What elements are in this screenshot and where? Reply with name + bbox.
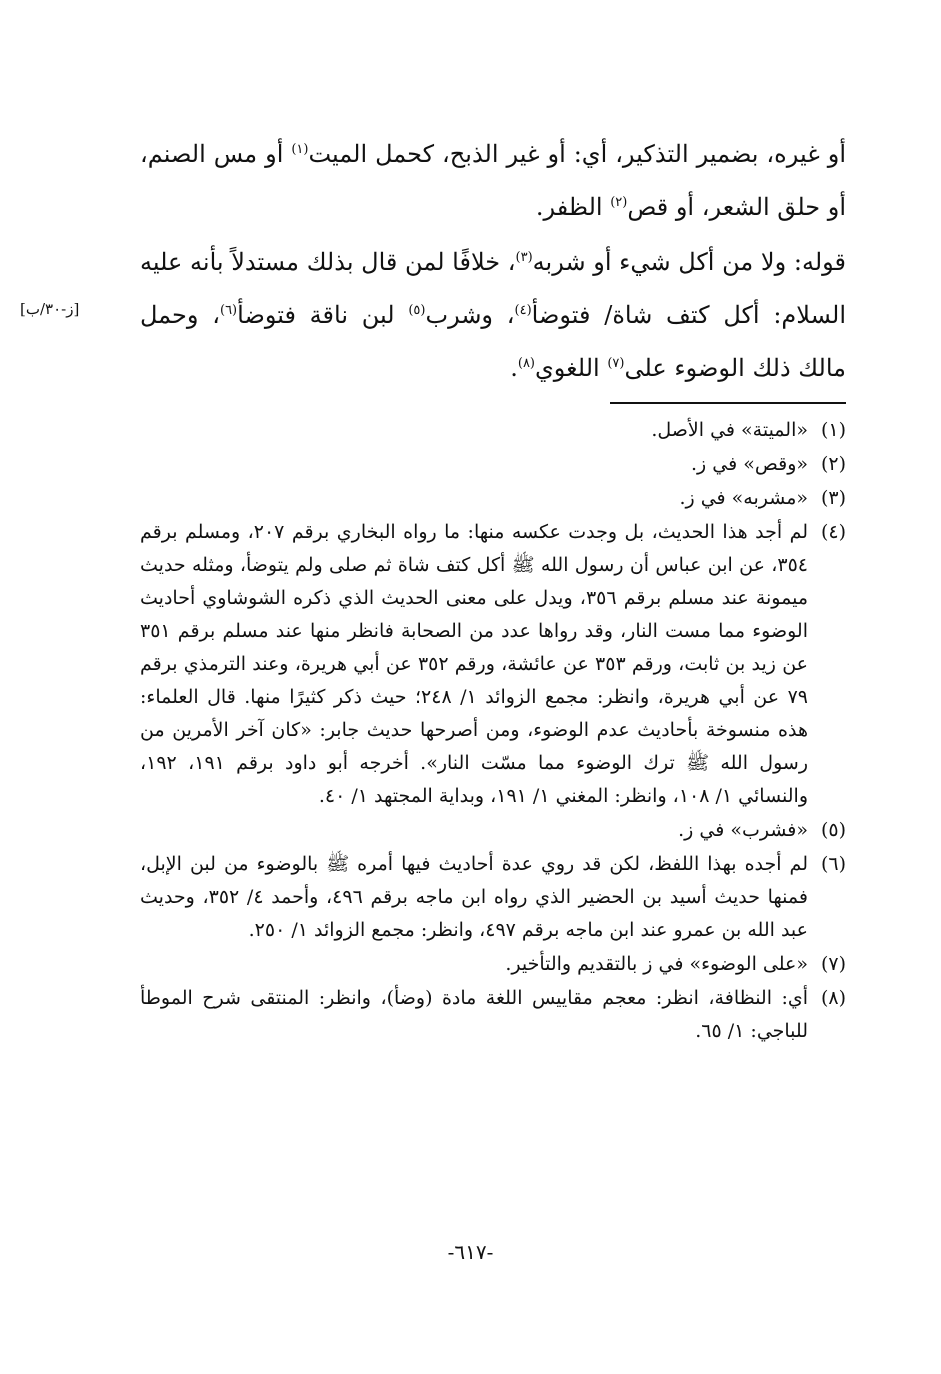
footnote — [140, 982, 846, 1048]
footnote — [140, 948, 846, 981]
text-run: أو مس الصنم، أو حلق الشعر، أو قص — [140, 140, 846, 221]
footnote — [140, 482, 846, 515]
footnote — [140, 414, 846, 447]
footnote-number: (٦) — [820, 853, 846, 875]
footnote-text: «وقص» في ز. — [691, 453, 808, 475]
footnote-number: (٣) — [820, 487, 846, 509]
footnote — [140, 516, 846, 813]
footnote-ref-4: (٤) — [514, 303, 532, 318]
text-run: ، خلافًا لمن قال بذلك مستدلاً بأنه عليه السلام: أكل كتف شاة/ فتوضأ — [140, 248, 846, 329]
footnote-number: (٥) — [820, 819, 846, 841]
footnote-text: «على الوضوء» في ز بالتقديم والتأخير. — [505, 953, 808, 975]
footnote — [140, 814, 846, 847]
text-run: اللغوي — [535, 354, 608, 382]
footnote-ref-5: (٥) — [408, 303, 426, 318]
footnote-text: «مشربه» في ز. — [679, 487, 808, 509]
paragraph-1 — [140, 128, 846, 234]
text-run: لبن ناقة فتوضأ — [237, 301, 409, 329]
footnote-text: «الميتة» في الأصل. — [651, 419, 808, 441]
footnote-ref-7: (٧) — [607, 356, 625, 371]
footnote-ref-2: (٢) — [610, 195, 628, 210]
footnote-text: لم أجده بهذا اللفظ، لكن قد روي عدة أحاديث فيها أمره ﷺ بالوضوء من لبن الإبل، فمنها حديث أسيد بن الحضير الذي رواه ابن ماجه برقم ٤٩٦، وأحمد ٤/ ٣٥٢، وحديث عبد الله بن عمرو عند ابن ماجه برقم ٤٩٧، وانظر: مجمع الزوائد ١/ ٢٥٠. — [140, 853, 808, 941]
footnote-text: لم أجد هذا الحديث، بل وجدت عكسه منها: ما رواه البخاري برقم ٢٠٧، ومسلم برقم ٣٥٤، عن ابن عباس أن رسول الله ﷺ أكل كتف شاة ثم صلى ولم يتوضأ، ومثله حديث ميمونة عند مسلم برقم ٣٥٦، ويدل على معنى الحديث الذي ذكره الشوشاوي أحاديث الوضوء مما مست النار، وقد رواها عدد من الصحابة فانظر منها عند مسلم برقم ٣٥١ عن زيد بن ثابت، ورقم ٣٥٣ عن عائشة، ورقم ٣٥٢ عن أبي هريرة، وعند الترمذي برقم ٧٩ عن أبي هريرة، وانظر: مجمع الزوائد ١/ ٢٤٨؛ حيث ذكر كثيرًا منها. قال العلماء: هذه منسوخة بأحاديث عدم الوضوء، ومن أصرحها حديث جابر: «كان آخر الأمرين من رسول الله ﷺ ترك الوضوء مما مسّت النار». أخرجه أبو داود برقم ١٩١، ١٩٢، والنسائي ١/ ١٠٨، وانظر: المغني ١/ ١٩١، وبداية المجتهد ١/ ٤٠. — [140, 521, 809, 807]
paragraph-2 — [140, 236, 846, 395]
footnote-ref-3: (٣) — [515, 250, 533, 265]
page-number: -٦١٧- — [447, 1240, 494, 1264]
footnote-number: (٤) — [820, 521, 846, 543]
text-run: . — [510, 354, 518, 382]
manuscript-folio-marker: [ز-٣٠/ب] — [20, 300, 80, 318]
footnote-number: (٨) — [820, 987, 846, 1009]
text-run: ، وشرب — [425, 301, 515, 329]
footnotes-list — [140, 414, 846, 1049]
footnote — [140, 848, 846, 947]
footnote-ref-6: (٦) — [219, 303, 238, 318]
footnote-number: (٧) — [820, 953, 846, 975]
main-text — [140, 128, 846, 395]
footnote-ref-1: (١) — [291, 142, 309, 157]
footnote-divider — [610, 402, 846, 404]
text-run: ، وحمل مالك ذلك الوضوء على — [140, 301, 846, 382]
text-run: الظفر. — [535, 193, 611, 221]
footnote-text: «فشرب» في ز. — [678, 819, 808, 841]
text-run: أو غيره، بضمير التذكير، أي: أو غير الذبح، كحمل الميت — [308, 140, 846, 168]
footnote-text: أي: النظافة، انظر: معجم مقاييس اللغة مادة (وضأ)، وانظر: المنتقى شرح الموطأ للباجي: ١/ ٦٥. — [140, 987, 808, 1042]
text-run: قوله: ولا من أكل شيء أو شربه — [532, 248, 847, 276]
footnote — [140, 448, 846, 481]
footnote-number: (٢) — [820, 453, 846, 475]
footnote-ref-8: (٨) — [517, 356, 535, 371]
footnote-number: (١) — [820, 419, 846, 441]
